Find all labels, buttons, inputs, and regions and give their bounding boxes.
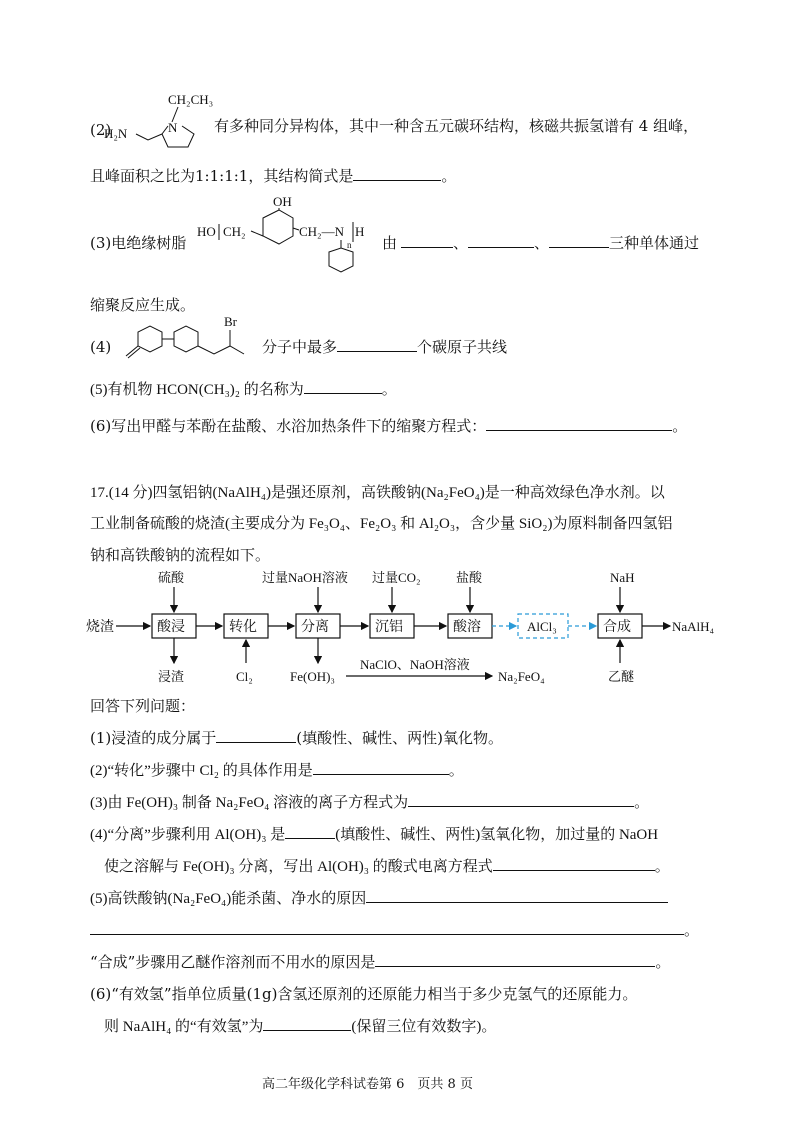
chain-bonds (136, 134, 162, 140)
h-end-label: H (355, 224, 365, 239)
n-subscript: n (347, 240, 352, 250)
q17-sub5-end: 。 (684, 921, 700, 939)
output-residue: 浸渣 (158, 669, 185, 684)
q16-part4-text2: 个碳原子共线 (417, 338, 508, 356)
step-dissolve: 酸溶 (453, 620, 481, 635)
answer-blank-16-4[interactable] (337, 337, 417, 352)
step-acid-leach: 酸浸 (157, 620, 185, 635)
step-precip: 沉铝 (375, 620, 403, 635)
page-footer: 高二年级化学科试卷第 6 页共 8 页 (262, 1077, 473, 1092)
q16-part3-text2: 三种单体通过 (609, 234, 700, 252)
q16-part5-line (90, 379, 397, 400)
biphenyl-structure (124, 314, 262, 362)
ch2n-label: CH₂—N (299, 224, 344, 239)
product-na2feo4: Na₂FeO₄ (498, 669, 545, 684)
q16-part3-sep2: 、 (534, 234, 550, 252)
q17-sub6-text1: (6)“有效氢”指单位质量(1g)含氢还原剂的还原能力相当于多少克氢气的还原能力。 (90, 985, 638, 1003)
resin-structure (195, 196, 367, 276)
q17-sub6-line2 (104, 1016, 496, 1037)
q17-sub1-text2: (填酸性、碱性、两性)氧化物。 (296, 729, 503, 747)
q17-sub2-end: 。 (448, 763, 464, 779)
q17-sub4-line1 (90, 824, 658, 845)
amine-label: H₂N (104, 126, 128, 141)
pyrrolidine-structure (104, 92, 214, 152)
q16-part3-text1: 由 (382, 234, 398, 252)
step-separate: 分离 (301, 620, 329, 635)
input-ether: 乙醚 (608, 669, 635, 684)
q17-sub1-line (90, 728, 503, 748)
q17-sub4-text2: (填酸性、碱性、两性)氢氧化物，加过量的 NaOH (335, 827, 659, 843)
q17-sub5b-end: 。 (655, 953, 671, 971)
step-convert: 转化 (229, 620, 257, 635)
benzene-ring-2 (329, 248, 353, 272)
output-feoh3: Fe(OH)₃ (290, 669, 335, 684)
q17-sub4-end: 。 (654, 859, 670, 875)
q17-answer-lead: 回答下列问题： (90, 697, 196, 715)
answer-blank-17-2[interactable] (313, 760, 449, 775)
input-co2: 过量CO₂ (372, 570, 421, 585)
process-flowchart (84, 565, 724, 695)
q17-intro-2: 工业制备硫酸的烧渣(主要成分为 Fe₃O₄、Fe₂O₃ 和 Al₂O₃，含少量 SiO₂)为原料制备四氢铝 (90, 516, 673, 532)
br-label: Br (224, 314, 237, 329)
answer-blank-17-5a[interactable] (366, 888, 668, 903)
answer-blank-16-5[interactable] (304, 379, 382, 394)
q16-part2-text2: 且峰面积之比为1:1:1:1，其结构简式是 (90, 167, 354, 185)
reagent-naclo: NaClO、NaOH溶液 (360, 657, 470, 672)
q17-sub5b-line (90, 952, 670, 972)
q17-sub3-end: 。 (634, 795, 650, 811)
answer-blank-17-6[interactable] (263, 1016, 351, 1031)
q16-part6-line (90, 416, 687, 436)
oh-label: OH (273, 196, 292, 209)
q17-sub3-text1: (3)由 Fe(OH)₃ 制备 Na₂FeO₄ 溶液的离子方程式为 (90, 795, 409, 811)
input-hcl: 盐酸 (456, 570, 483, 585)
q16-part6-text1: (6)写出甲醛与苯酚在盐酸、水浴加热条件下的缩聚方程式： (90, 417, 487, 435)
benzene-ring-1 (263, 210, 293, 244)
q17-sub5b-text1: “合成”步骤用乙醚作溶剂而不用水的原因是 (90, 953, 376, 971)
q17-sub1-text1: (1)浸渣的成分属于 (90, 729, 217, 747)
q17-sub3-line (90, 792, 649, 813)
ring-a (138, 326, 162, 352)
flow-end: NaAlH₄ (672, 619, 715, 634)
input-cl2: Cl₂ (236, 669, 253, 684)
answer-blank-17-4a[interactable] (285, 824, 335, 839)
q17-sub2-text1: (2)“转化”步骤中 Cl₂ 的具体作用是 (90, 763, 313, 779)
input-sulfuric-acid: 硫酸 (158, 570, 185, 585)
answer-blank-17-1[interactable] (216, 728, 296, 743)
q17-sub4-text1: (4)“分离”步骤利用 Al(OH)₃ 是 (90, 827, 286, 843)
flow-start: 烧渣 (86, 620, 114, 635)
answer-blank-17-3[interactable] (408, 792, 634, 807)
q17-sub6-text3: (保留三位有效数字)。 (351, 1019, 497, 1035)
answer-blank-17-5b[interactable] (90, 920, 684, 935)
step-alcl3: AlCl₃ (527, 619, 557, 634)
q16-part2-text1: 有多种同分异构体，其中一种含五元碳环结构，核磁共振氢谱有 4 组峰， (214, 117, 699, 135)
q16-part3-number: (3)电绝缘树脂 (90, 234, 187, 252)
n-atom-label: N (168, 120, 178, 135)
q17-sub4-line2 (104, 856, 670, 877)
q17-sub2-line (90, 760, 464, 781)
q16-part2-line2 (90, 166, 456, 186)
input-nah: NaH (610, 570, 635, 585)
answer-blank-16-6[interactable] (486, 416, 672, 431)
answer-blank-16-3b[interactable] (468, 233, 534, 248)
propyl-chain (198, 346, 244, 354)
q16-part5-text1: (5)有机物 HCON(CH₃)₂ 的名称为 (90, 382, 304, 398)
bond-ring1-left (251, 231, 263, 236)
q16-part3-line (382, 233, 699, 253)
ch2-label: CH₂ (223, 224, 246, 239)
q17-sub5-line1 (90, 888, 668, 909)
q16-part4-text1: 分子中最多 (262, 338, 338, 356)
q17-sub5-line2 (90, 920, 699, 940)
step-synth: 合成 (603, 620, 631, 635)
q17-intro-3: 钠和高铁酸钠的流程如下。 (90, 546, 271, 564)
ho-label: HO (197, 224, 216, 239)
ring-b (174, 326, 198, 352)
q17-intro-1: 17.(14 分)四氢铝钠(NaAlH₄)是强还原剂，高铁酸钠(Na₂FeO₄)是一种高效绿色净水剂。以 (90, 485, 665, 501)
q16-part3-text3: 缩聚反应生成。 (90, 296, 196, 314)
q17-sub5-text1: (5)高铁酸钠(Na₂FeO₄)能杀菌、净水的原因 (90, 891, 367, 907)
q16-part5-end: 。 (381, 382, 397, 398)
ethyl-label: CH₂CH₃ (168, 92, 214, 107)
input-naoh: 过量NaOH溶液 (262, 570, 348, 585)
q17-sub4-text3: 使之溶解与 Fe(OH)₃ 分离，写出 Al(OH)₃ 的酸式电离方程式 (104, 859, 493, 875)
answer-blank-17-5c[interactable] (375, 952, 655, 967)
q16-part2-number: (2) (90, 121, 112, 139)
answer-blank-16-2[interactable] (353, 166, 441, 181)
answer-blank-16-3c[interactable] (549, 233, 609, 248)
answer-blank-16-3a[interactable] (401, 233, 453, 248)
q16-part2-end: 。 (441, 167, 457, 185)
q16-part6-end: 。 (672, 417, 688, 435)
q16-part4-number: (4) (90, 338, 112, 356)
q16-part3-sep1: 、 (453, 234, 469, 252)
q16-part4-line (262, 337, 507, 357)
q17-sub6-text2: 则 NaAlH₄ 的“有效氢”为 (104, 1019, 264, 1035)
answer-blank-17-4b[interactable] (493, 856, 655, 871)
ring-bonds (162, 126, 194, 147)
